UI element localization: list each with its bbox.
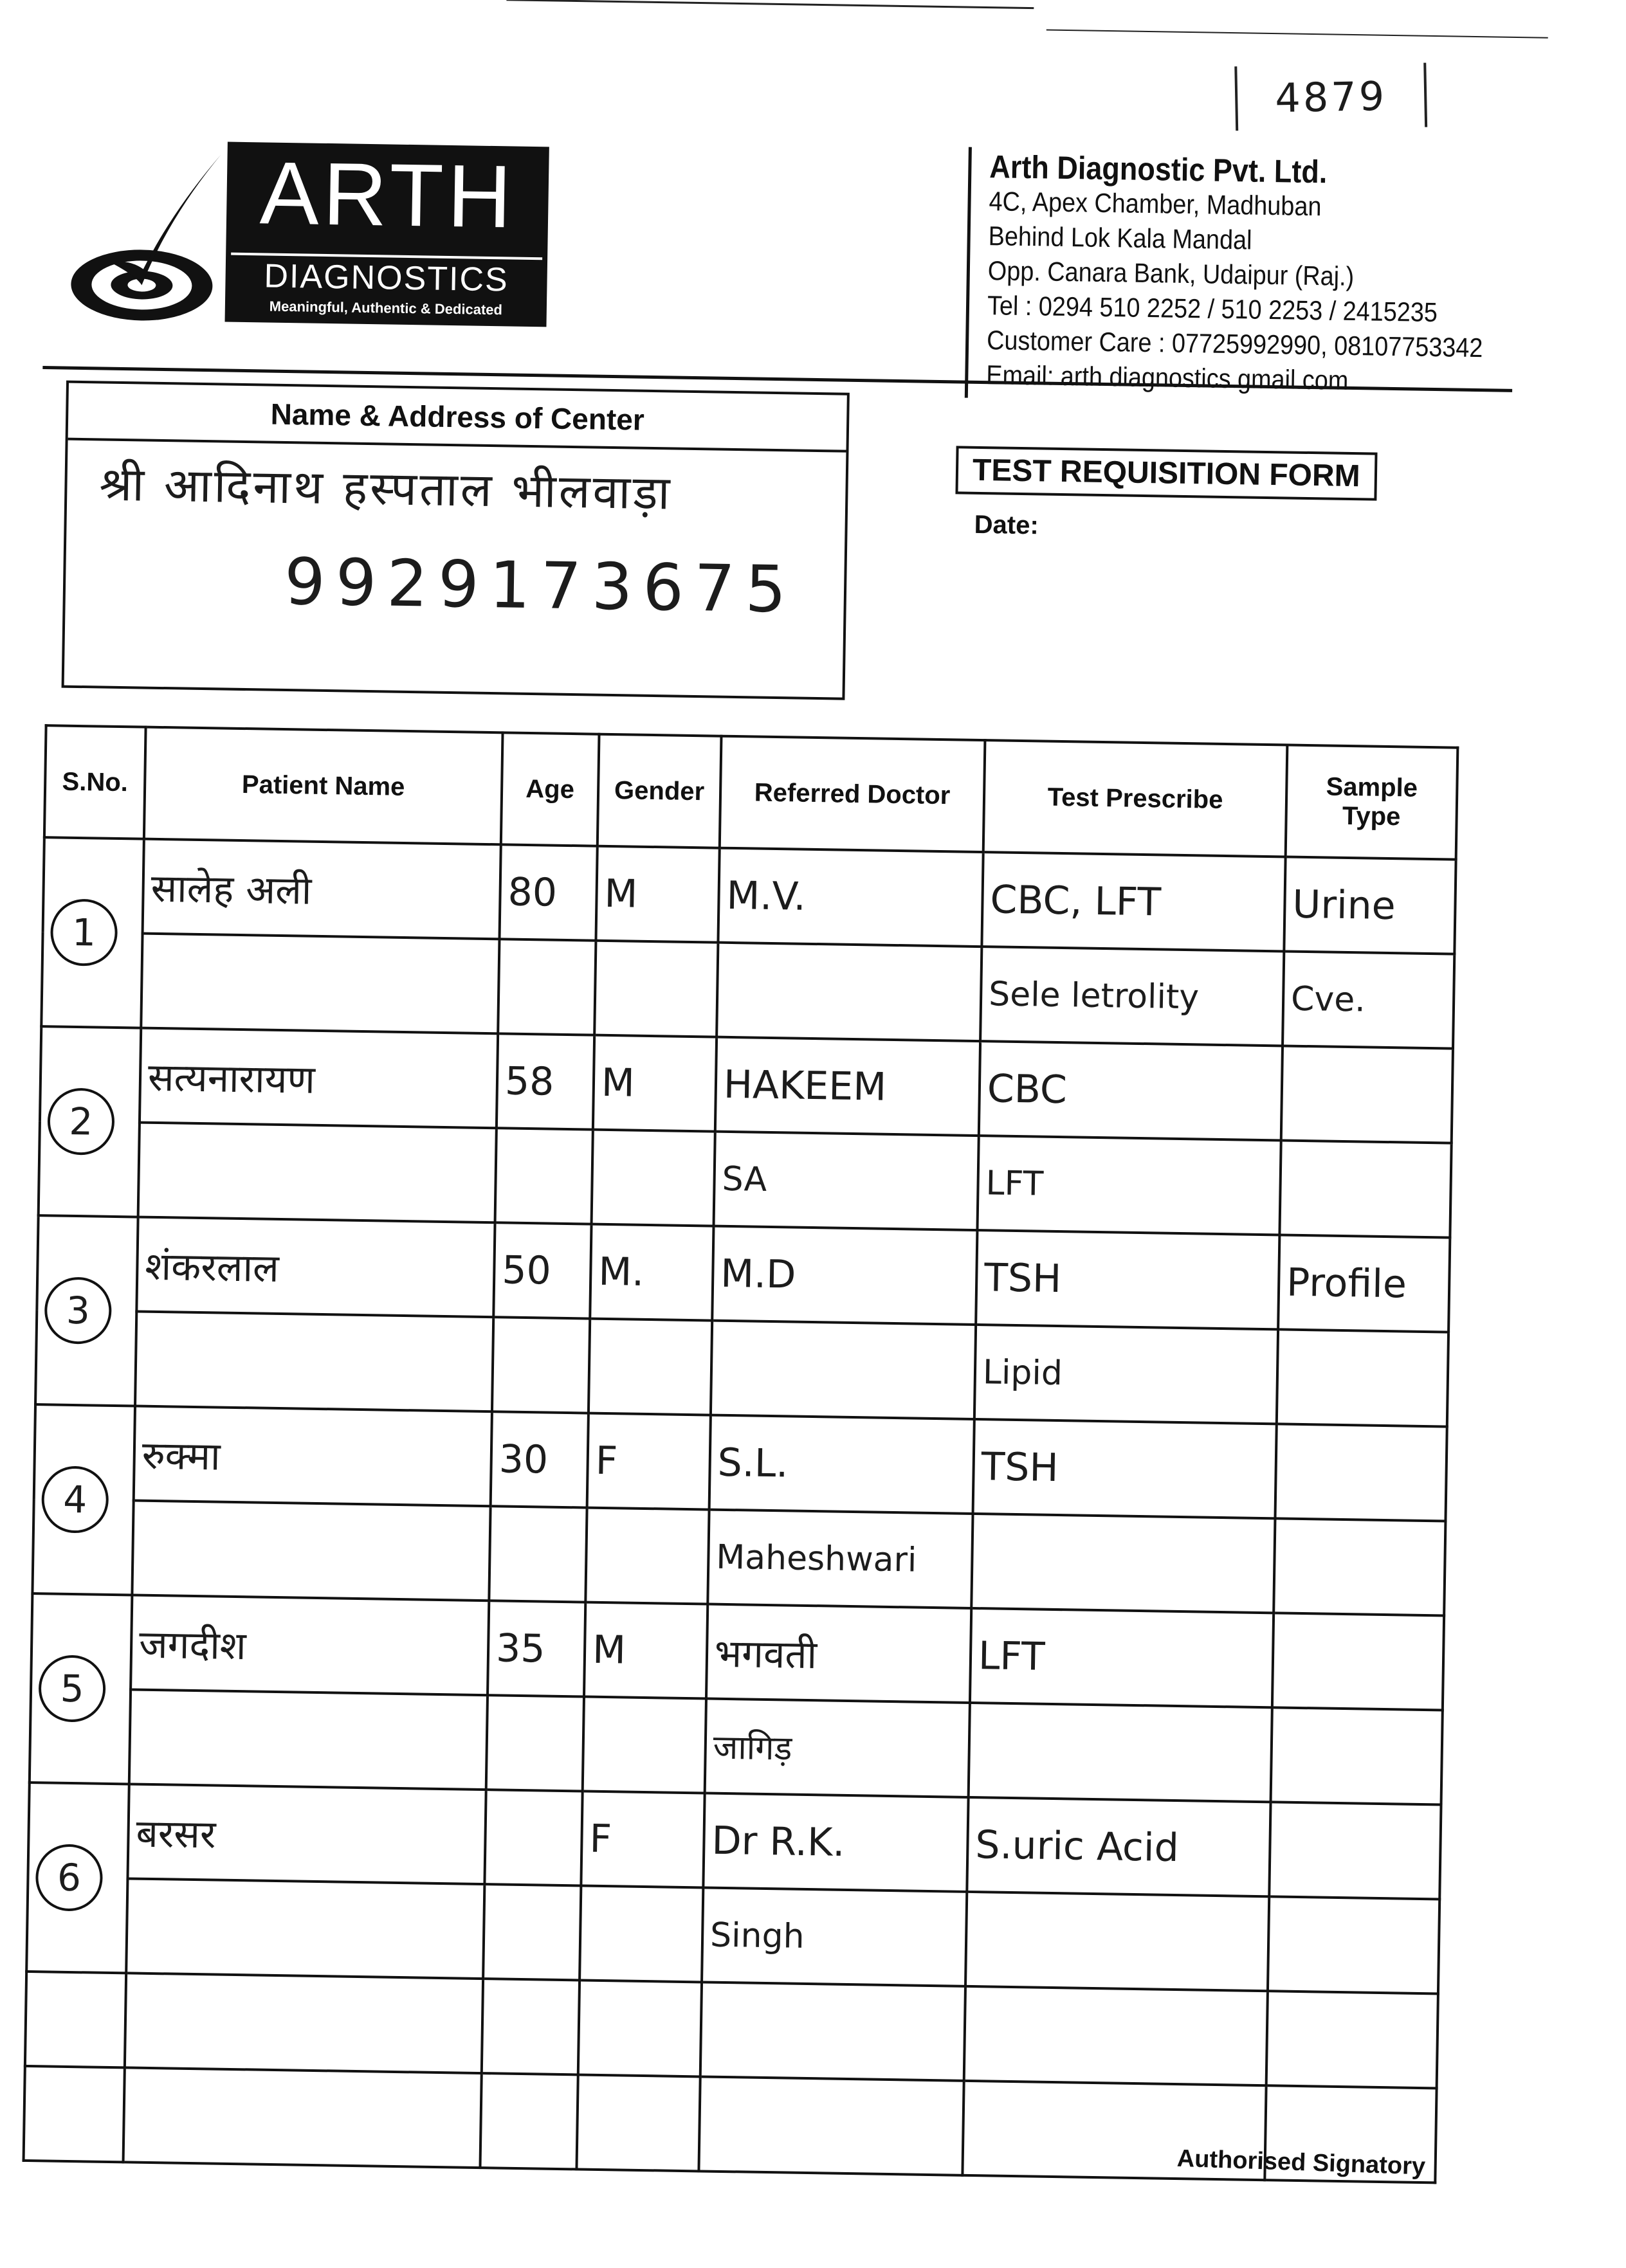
patient-table <box>23 724 1459 2184</box>
row-sno: 6 <box>35 1844 104 1912</box>
date-label: Date: <box>974 510 1039 540</box>
target-check-icon <box>64 140 247 335</box>
test-prescribed: TSH <box>976 1230 1279 1329</box>
company-logo <box>64 140 569 340</box>
test-prescribed: S.uric Acid <box>967 1797 1270 1896</box>
center-heading: Name & Address of Center <box>68 383 847 453</box>
address-line: Customer Care : 07725992990, 08107753342 <box>986 325 1483 363</box>
logo-subtitle: DIAGNOSTICS <box>230 253 542 299</box>
patient-gender: F <box>587 1413 711 1510</box>
patient-age: 30 <box>491 1411 589 1507</box>
sample-type <box>1275 1424 1447 1521</box>
address-line: Email: arth.diagnostics.gmail.com <box>986 359 1349 395</box>
test-prescribed: CBC <box>979 1041 1283 1140</box>
col-header-gender: Gender <box>598 734 722 848</box>
logo-wordmark: ARTH <box>259 143 516 247</box>
patient-age: 35 <box>488 1601 585 1696</box>
row-sno: 4 <box>41 1465 109 1534</box>
test-prescribed-extra: Sele letrolity <box>980 947 1284 1046</box>
col-header-sno: S.No. <box>44 725 146 839</box>
referred-doctor-extra: Maheshwari <box>708 1510 973 1608</box>
test-prescribed: LFT <box>970 1608 1274 1707</box>
test-prescribed: TSH <box>973 1419 1277 1518</box>
patient-name: रुक्मा <box>134 1406 492 1506</box>
referred-doctor-extra: SA <box>714 1132 979 1230</box>
address-line: Behind Lok Kala Mandal <box>988 221 1252 255</box>
sample-type <box>1272 1613 1444 1710</box>
address-line: Tel : 0294 510 2252 / 510 2253 / 2415235 <box>987 290 1438 328</box>
col-header-age: Age <box>501 732 599 846</box>
logo-tagline: Meaningful, Authentic & Dedicated <box>269 298 503 318</box>
logo-badge <box>225 142 549 327</box>
company-address <box>986 149 1486 400</box>
referred-doctor: Dr R.K. <box>703 1793 968 1891</box>
test-prescribed-extra: LFT <box>977 1136 1281 1235</box>
col-header-referred-doctor: Referred Doctor <box>720 736 985 852</box>
patient-gender: M <box>593 1035 717 1132</box>
scan-line <box>1046 29 1548 38</box>
patient-gender: F <box>581 1791 704 1887</box>
sample-type-extra: Cve. <box>1283 951 1454 1048</box>
row-sno: 3 <box>44 1276 113 1345</box>
sample-type <box>1281 1046 1453 1143</box>
test-prescribed-extra: Lipid <box>974 1325 1278 1424</box>
referred-doctor: भगवती <box>706 1604 971 1703</box>
address-line: 4C, Apex Chamber, Madhuban <box>989 186 1322 222</box>
patient-age: 50 <box>493 1222 591 1318</box>
row-sno: 2 <box>47 1087 115 1156</box>
referred-doctor: HAKEEM <box>715 1037 980 1136</box>
referred-doctor: M.D <box>712 1226 977 1325</box>
col-header-patient-name: Patient Name <box>144 727 503 845</box>
patient-gender: M. <box>590 1224 713 1321</box>
center-phone: 9929173675 <box>284 543 798 628</box>
company-name: Arth Diagnostic Pvt. Ltd. <box>989 149 1328 190</box>
test-prescribed: CBC, LFT <box>982 852 1285 951</box>
col-header-sample-type: Sample Type <box>1286 745 1458 860</box>
patient-gender: M <box>596 846 719 943</box>
row-sno: 1 <box>50 898 118 966</box>
referred-doctor: S.L. <box>709 1415 974 1514</box>
patient-name: सत्यनारायण <box>140 1028 498 1129</box>
sample-type: Urine <box>1284 857 1456 954</box>
patient-name: बरसर <box>127 1784 486 1884</box>
sample-type <box>1269 1802 1441 1899</box>
patient-name: शंकरलाल <box>136 1217 495 1318</box>
referred-doctor-extra: जागिड़ <box>705 1699 970 1797</box>
row-sno: 5 <box>38 1655 106 1723</box>
form-title: TEST REQUISITION FORM <box>955 446 1377 500</box>
form-number: 4879 <box>1234 63 1427 131</box>
table-header-row <box>44 725 1457 859</box>
patient-name: जगदीश <box>131 1595 489 1695</box>
patient-age <box>484 1790 582 1885</box>
center-name: श्री आदिनाथ हस्पताल भीलवाड़ा <box>98 457 673 520</box>
patient-gender: M <box>584 1602 708 1699</box>
center-address-box <box>62 381 850 700</box>
col-header-test-prescribe: Test Prescribe <box>983 740 1288 857</box>
address-line: Opp. Canara Bank, Udaipur (Raj.) <box>987 255 1355 292</box>
referred-doctor-extra: Singh <box>702 1887 967 1986</box>
sample-type: Profile <box>1278 1235 1450 1332</box>
patient-age: 58 <box>497 1033 594 1129</box>
address-divider <box>965 147 972 398</box>
referred-doctor: M.V. <box>718 848 983 947</box>
authorised-signatory-label: Authorised Signatory <box>1176 2145 1426 2181</box>
patient-name: सालेह अली <box>143 839 501 939</box>
scan-line <box>506 0 1034 9</box>
patient-age: 80 <box>499 844 597 940</box>
